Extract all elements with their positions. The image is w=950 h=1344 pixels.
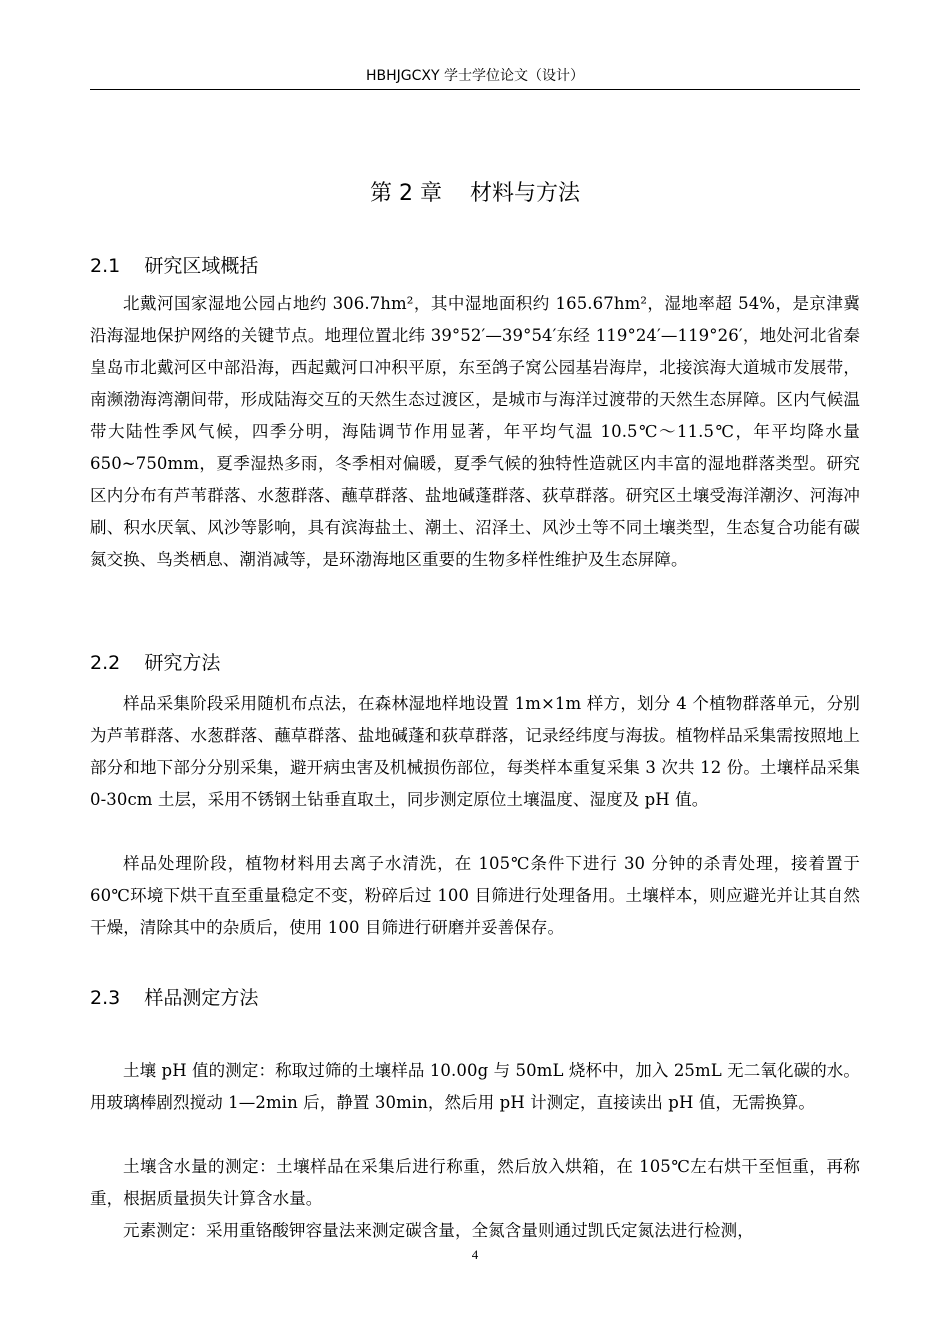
section-heading-2-2: 2.2 研究方法 xyxy=(90,652,221,674)
paragraph-soil-ph: 土壤 pH 值的测定：称取过筛的土壤样品 10.00g 与 50mL 烧杯中，加入 25mL 无二氧化碳的水。用玻璃棒剧烈搅动 1—2min 后，静置 30min，然后用 pH 计测定，直接读出 pH 值，无需换算。 xyxy=(90,1061,860,1112)
paragraph-sample-processing: 样品处理阶段，植物材料用去离子水清洗，在 105℃条件下进行 30 分钟的杀青处理，接着置于 60℃环境下烘干直至重量稳定不变，粉碎后过 100 目筛进行处理备用。土壤样本，则应避光并让其自然干燥，清除其中的杂质后，使用 100 目筛进行研磨并妥善保存。 xyxy=(90,854,860,937)
paragraph-study-area: 北戴河国家湿地公园占地约 306.7hm²，其中湿地面积约 165.67hm²，湿地率超 54%，是京津冀沿海湿地保护网络的关键节点。地理位置北纬 39°52′—39°54′东经 119°24′—119°26′，地处河北省秦皇岛市北戴河区中部沿海，西起戴河口冲积平原，东至鸽子窝公园基岩海岸，北接滨海大道城市发展带，南濒渤海湾潮间带，形成陆海交互的天然生态过渡区，是城市与海洋过渡带的天然生态屏障。区内气候温带大陆性季风气候，四季分明，海陆调节作用显著，年平均气温 10.5℃～11.5℃，年平均降水量 650~750mm，夏季湿热多雨，冬季相对偏暖，夏季气候的独特性造就区内丰富的湿地群落类型。研究区内分布有芦苇群落、水葱群落、蘸草群落、盐地碱蓬群落、荻草群落。研究区土壤受海洋潮汐、河海冲刷、积水厌氧、风沙等影响，具有滨海盐土、潮土、沼泽土、风沙土等不同土壤类型，生态复合功能有碳氮交换、鸟类栖息、潮消减等，是环渤海地区重要的生物多样性维护及生态屏障。 xyxy=(90,294,860,569)
chapter-title: 第 2 章 材料与方法 xyxy=(370,181,580,206)
page-number: 4 xyxy=(471,1247,479,1262)
section-heading-2-1: 2.1 研究区域概括 xyxy=(90,255,259,277)
running-header: HBHJGCXY 学士学位论文（设计） xyxy=(365,68,584,84)
header-rule xyxy=(90,89,860,90)
paragraph-soil-moisture: 土壤含水量的测定：土壤样品在采集后进行称重，然后放入烘箱，在 105℃左右烘干至恒重，再称重，根据质量损失计算含水量。 xyxy=(90,1157,860,1208)
paragraph-element-measurement: 元素测定：采用重铬酸钾容量法来测定碳含量，全氮含量则通过凯氏定氮法进行检测， xyxy=(123,1221,754,1240)
paragraph-sampling: 样品采集阶段采用随机布点法，在森林湿地样地设置 1m×1m 样方，划分 4 个植物群落单元，分别为芦苇群落、水葱群落、蘸草群落、盐地碱蓬和荻草群落，记录经纬度与海拔。植物样品采集需按照地上部分和地下部分分别采集，避开病虫害及机械损伤部位，每类样本重复采集 3 次共 12 份。土壤样品采集 0-30cm 土层，采用不锈钢土钻垂直取土，同步测定原位土壤温度、湿度及 pH 值。 xyxy=(90,694,860,809)
section-heading-2-3: 2.3 样品测定方法 xyxy=(90,987,259,1009)
